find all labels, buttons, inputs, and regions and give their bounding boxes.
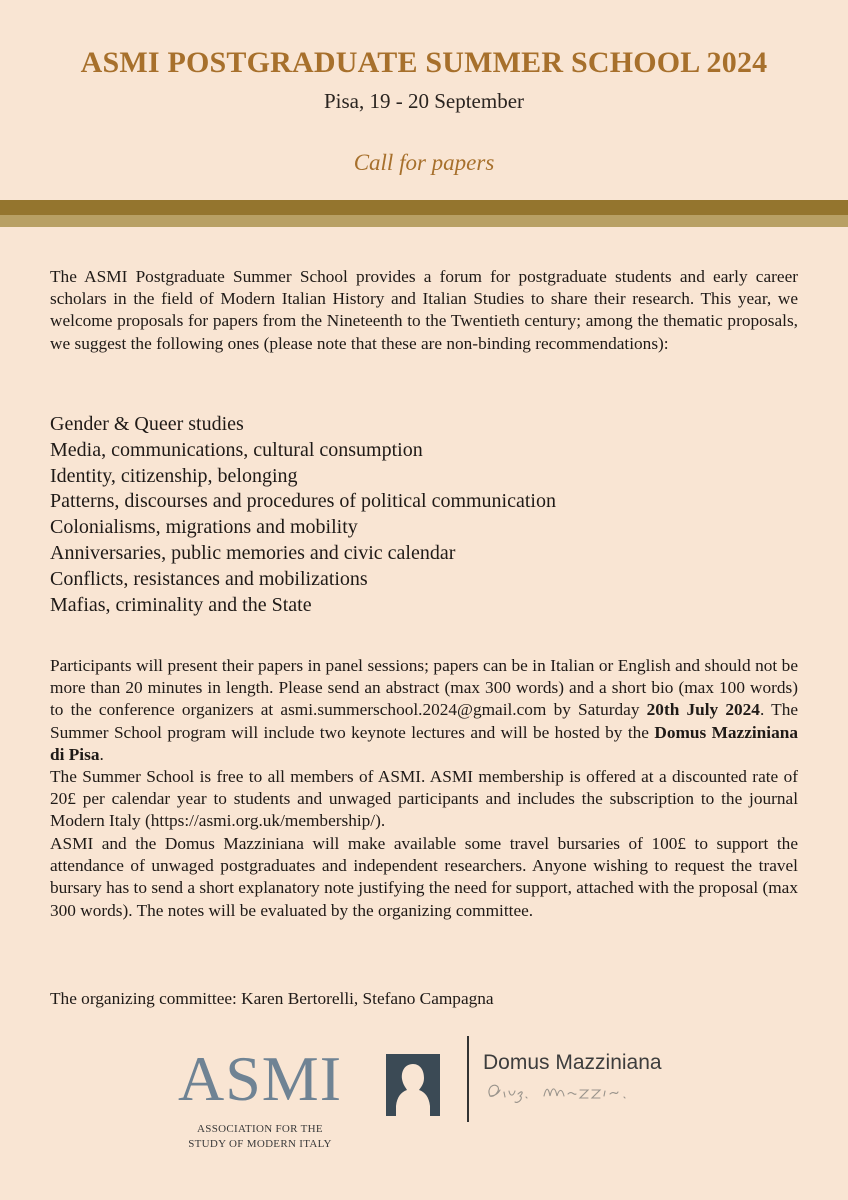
logo-divider xyxy=(467,1036,469,1122)
topic-item: Colonialisms, migrations and mobility xyxy=(50,516,358,539)
topic-item: Mafias, criminality and the State xyxy=(50,593,312,616)
topic-item: Conflicts, resistances and mobilizations xyxy=(50,567,368,590)
topic-item: Anniversaries, public memories and civic calendar xyxy=(50,541,456,564)
host-name: Domus Mazziniana di Pisa xyxy=(50,722,798,764)
submission-deadline: 20th July 2024 xyxy=(646,700,760,720)
bursary-paragraph: ASMI and the Domus Mazziniana will make available some travel bursaries of 100£ to support the attendance of unwaged postgraduates and independent researchers. Anyone wishing to request the travel bursary has to send a short explanatory note justifying the need for support, attached with the proposal (max 300 words). The notes will be evaluated by the organizing committee. xyxy=(50,834,798,920)
membership-paragraph: The Summer School is free to all members of ASMI. ASMI membership is offered at a discounted rate of 20£ per calendar year to students and unwaged participants and includes the subscription to the journal Modern Italy (https://asmi.org.uk/membership/). xyxy=(50,767,798,831)
topic-item: Patterns, discourses and procedures of political communication xyxy=(50,490,556,513)
domus-bust-icon xyxy=(386,1054,440,1116)
call-for-papers-heading: Call for papers xyxy=(353,150,495,175)
committee-line: The organizing committee: Karen Bertorelli, Stefano Campagna xyxy=(50,989,494,1008)
asmi-logo xyxy=(165,1043,355,1152)
asmi-tagline-line-2: STUDY OF MODERN ITALY xyxy=(188,1138,332,1150)
domus-mazziniana-name: Domus Mazziniana xyxy=(483,1051,662,1074)
topic-item: Identity, citizenship, belonging xyxy=(50,464,298,487)
participation-text-2: . The Summer School program will include two keynote lectures and will be hosted by the xyxy=(50,700,798,742)
event-subtitle: Pisa, 19 - 20 September xyxy=(323,89,525,113)
intro-paragraph: The ASMI Postgraduate Summer School provides a forum for postgraduate students and early career scholars in the field of Modern Italian History and Italian Studies to share their research. This year, we welcome proposals for papers from the Nineteenth to the Twentieth century; among the thematic proposals, we suggest the following ones (please note that these are non-binding recommendations): xyxy=(50,267,798,353)
asmi-wordmark: ASMI xyxy=(177,1043,343,1114)
topic-item: Media, communications, cultural consumption xyxy=(50,438,423,461)
decorative-band-light xyxy=(0,215,848,227)
asmi-tagline-line-1: ASSOCIATION FOR THE xyxy=(197,1123,323,1135)
topics-list xyxy=(50,412,556,618)
participation-text-3: . xyxy=(99,744,104,764)
mazzini-signature xyxy=(484,1078,664,1106)
topic-item: Gender & Queer studies xyxy=(50,413,244,435)
decorative-band-dark xyxy=(0,200,848,215)
participation-text-1: Participants will present their papers in panel sessions; papers can be in Italian or English and should not be more than 20 minutes in length. Please send an abstract (max 300 words) and a short bio (max 100 words) to the conference organizers at asmi.summerschool.2024@gmail.com by Saturday xyxy=(50,656,798,720)
asmi-tagline xyxy=(165,1122,355,1152)
page-title: ASMI POSTGRADUATE SUMMER SCHOOL 2024 xyxy=(80,46,768,79)
participation-paragraph xyxy=(50,655,798,766)
